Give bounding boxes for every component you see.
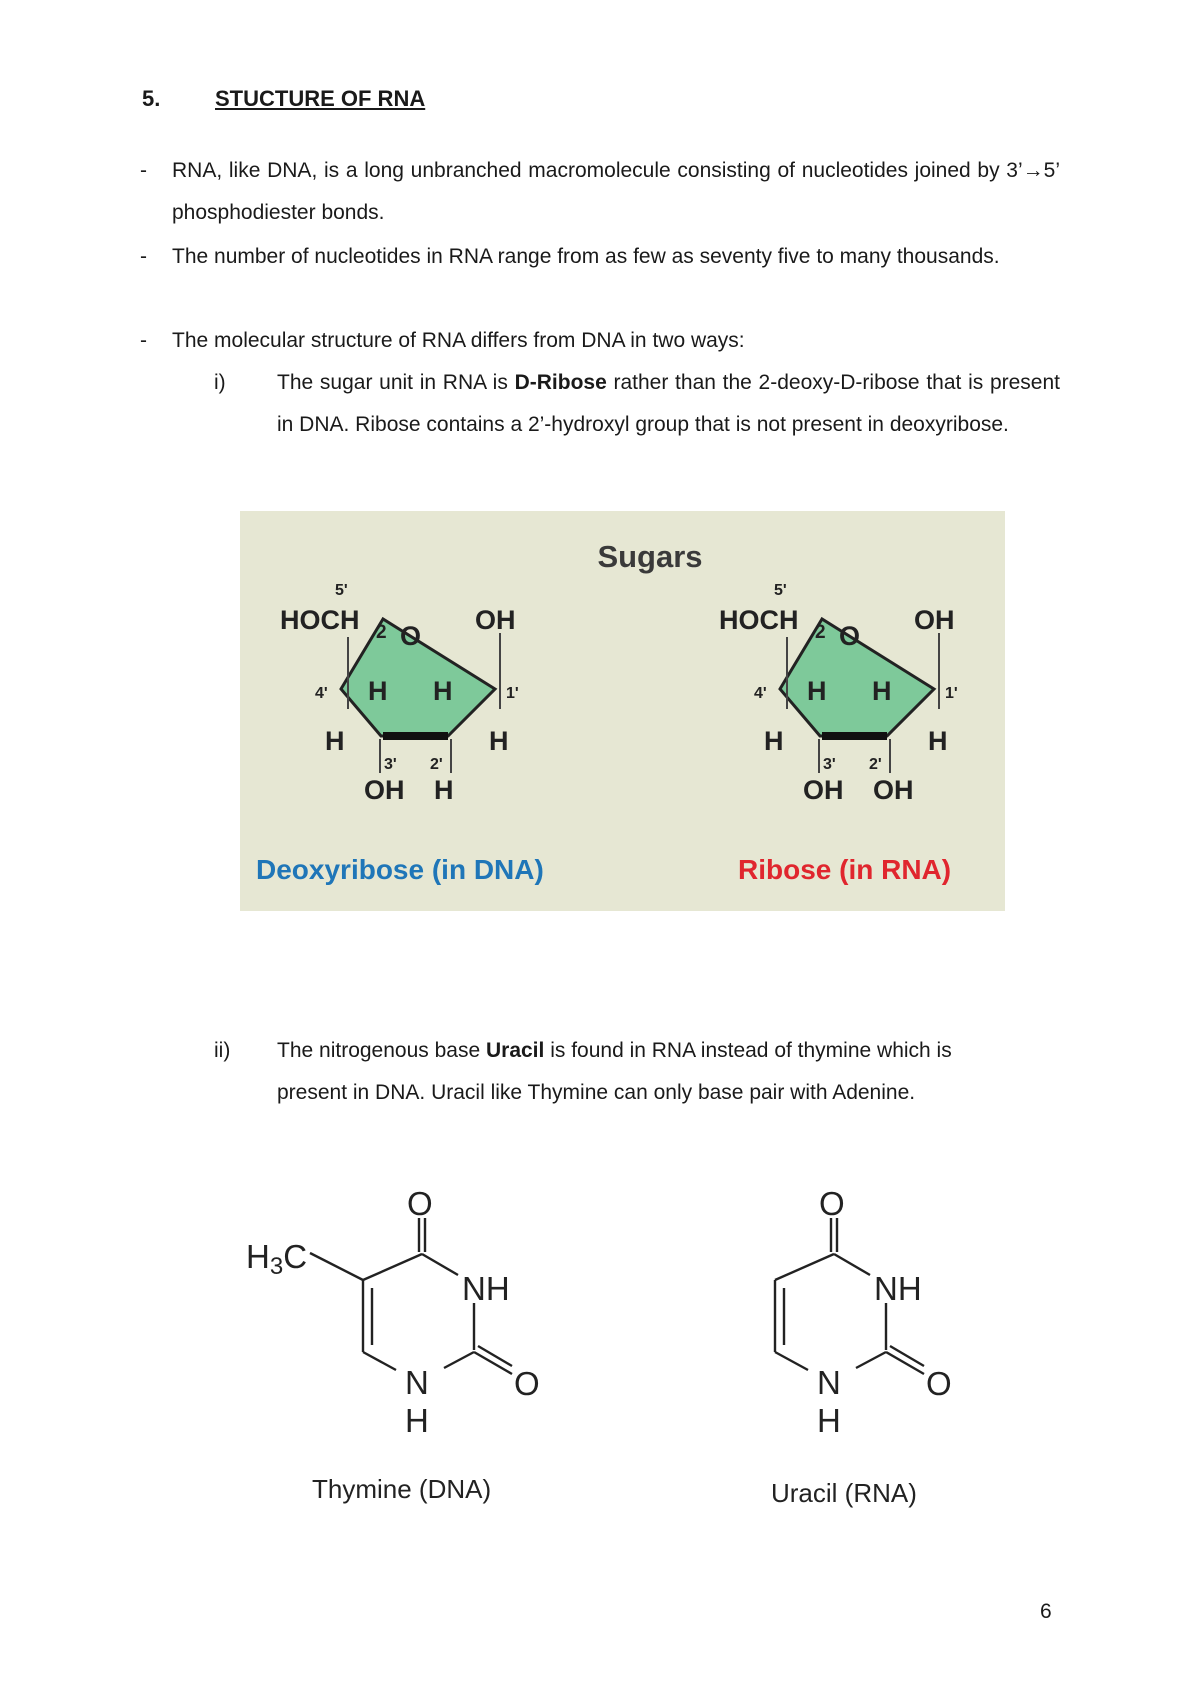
point-ii-text-line2: present in DNA. Uracil like Thymine can only base pair with Adenine.: [277, 1081, 916, 1104]
svg-text:1': 1': [506, 685, 519, 702]
svg-text:O: O: [819, 1185, 845, 1222]
svg-text:H: H: [368, 676, 388, 706]
svg-text:4': 4': [315, 685, 328, 702]
bullet-text-2: The number of nucleotides in RNA range from as few as seventy five to many thousands.: [172, 245, 1000, 268]
svg-text:H: H: [807, 676, 827, 706]
svg-text:N: N: [817, 1364, 841, 1401]
section-number: 5.: [142, 86, 161, 111]
svg-text:3': 3': [384, 756, 397, 773]
uracil-term: Uracil: [485, 1039, 545, 1062]
svg-text:HOCH: HOCH: [280, 605, 360, 635]
svg-text:2: 2: [815, 622, 826, 643]
ribose-caption: Ribose (in RNA): [738, 854, 952, 885]
svg-text:OH: OH: [364, 775, 405, 805]
svg-text:H: H: [872, 676, 892, 706]
svg-text:4': 4': [754, 685, 767, 702]
svg-text:N: N: [405, 1364, 429, 1401]
svg-text:H: H: [764, 726, 784, 756]
svg-text:OH: OH: [803, 775, 844, 805]
deoxyribose-caption: Deoxyribose (in DNA): [256, 854, 544, 885]
section-title: STUCTURE OF RNA: [215, 86, 426, 111]
svg-text:HOCH: HOCH: [719, 605, 799, 635]
svg-text:5': 5': [335, 582, 348, 599]
svg-text:NH: NH: [462, 1270, 510, 1307]
svg-text:2': 2': [869, 756, 882, 773]
svg-text:OH: OH: [914, 605, 955, 635]
bullet-text-1: RNA, like DNA, is a long unbranched macromolecule consisting of nucleotides joined by 3’→5’ phosphodiester bonds.: [172, 159, 1060, 224]
svg-text:NH: NH: [874, 1270, 922, 1307]
point-ii-marker: ii): [214, 1039, 231, 1062]
svg-text:OH: OH: [873, 775, 914, 805]
bullet-marker: -: [140, 159, 147, 182]
figure-title: Sugars: [597, 539, 703, 574]
svg-text:O: O: [400, 621, 422, 651]
thymine-caption: Thymine (DNA): [312, 1474, 492, 1504]
bullet-marker: -: [140, 329, 147, 352]
svg-text:1': 1': [945, 685, 958, 702]
page-number: 6: [1040, 1600, 1052, 1623]
svg-text:H: H: [817, 1402, 841, 1439]
svg-text:H: H: [489, 726, 509, 756]
svg-text:H: H: [405, 1402, 429, 1439]
svg-text:3': 3': [823, 756, 836, 773]
svg-text:5': 5': [774, 582, 787, 599]
svg-text:OH: OH: [475, 605, 516, 635]
svg-text:H3C: H3C: [246, 1238, 308, 1280]
svg-text:H: H: [928, 726, 948, 756]
svg-text:H: H: [433, 676, 453, 706]
point-ii-text-line1: The nitrogenous base Uracil is found in RNA instead of thymine which is: [277, 1039, 952, 1062]
svg-text:H: H: [325, 726, 345, 756]
bullet-marker: -: [140, 245, 147, 268]
svg-text:H: H: [434, 775, 454, 805]
svg-text:O: O: [407, 1185, 433, 1222]
uracil-caption: Uracil (RNA): [771, 1478, 917, 1508]
svg-text:2': 2': [430, 756, 443, 773]
d-ribose-term: D-Ribose: [514, 371, 607, 394]
svg-text:O: O: [839, 621, 861, 651]
point-i-text: The sugar unit in RNA is D-Ribose rather than the 2-deoxy-D-ribose that is present in DNA. Ribose contains a 2’-hydroxyl group that is not present in deoxyribose.: [277, 371, 1061, 436]
bullet-text-3: The molecular structure of RNA differs from DNA in two ways:: [172, 329, 745, 352]
point-i-marker: i): [214, 371, 226, 394]
svg-text:2: 2: [376, 622, 387, 643]
svg-text:O: O: [514, 1365, 540, 1402]
svg-text:O: O: [926, 1365, 952, 1402]
